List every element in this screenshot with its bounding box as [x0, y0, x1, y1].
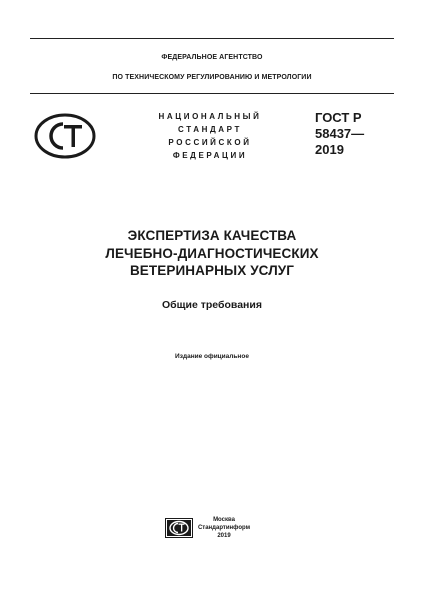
standartinform-logo-icon	[165, 518, 193, 538]
national-label-line: НАЦИОНАЛЬНЫЙ	[158, 112, 262, 121]
publisher-year: 2019	[217, 533, 231, 539]
document-subtitle: Общие требования	[162, 299, 262, 311]
gost-number-line: 58437—	[315, 126, 365, 141]
gost-number-line: ГОСТ Р	[315, 110, 362, 125]
gost-number-line: 2019	[315, 142, 344, 157]
publisher-info	[196, 516, 252, 540]
gost-number	[315, 110, 364, 158]
national-label-line: ФЕДЕРАЦИИ	[172, 151, 248, 160]
national-standard-label	[140, 110, 280, 162]
publisher-city: Москва	[213, 517, 235, 523]
publisher-name: Стандартинформ	[197, 525, 251, 531]
agency-name-line-1: ФЕДЕРАЛЬНОЕ АГЕНТСТВО	[161, 54, 263, 61]
title-line: ЭКСПЕРТИЗА КАЧЕСТВА	[127, 228, 297, 243]
title-line: ВЕТЕРИНАРНЫХ УСЛУГ	[129, 263, 295, 278]
national-label-line: СТАНДАРТ	[178, 125, 242, 134]
top-divider	[30, 38, 394, 39]
rst-certification-mark-icon	[34, 113, 96, 159]
edition-note: Издание официальное	[175, 353, 249, 360]
national-label-line: РОССИЙСКОЙ	[168, 138, 252, 147]
document-title	[30, 227, 394, 280]
agency-name-line-2: ПО ТЕХНИЧЕСКОМУ РЕГУЛИРОВАНИЮ И МЕТРОЛОГИИ	[112, 74, 312, 81]
header-divider	[30, 93, 394, 94]
title-line: ЛЕЧЕБНО-ДИАГНОСТИЧЕСКИХ	[105, 245, 319, 261]
